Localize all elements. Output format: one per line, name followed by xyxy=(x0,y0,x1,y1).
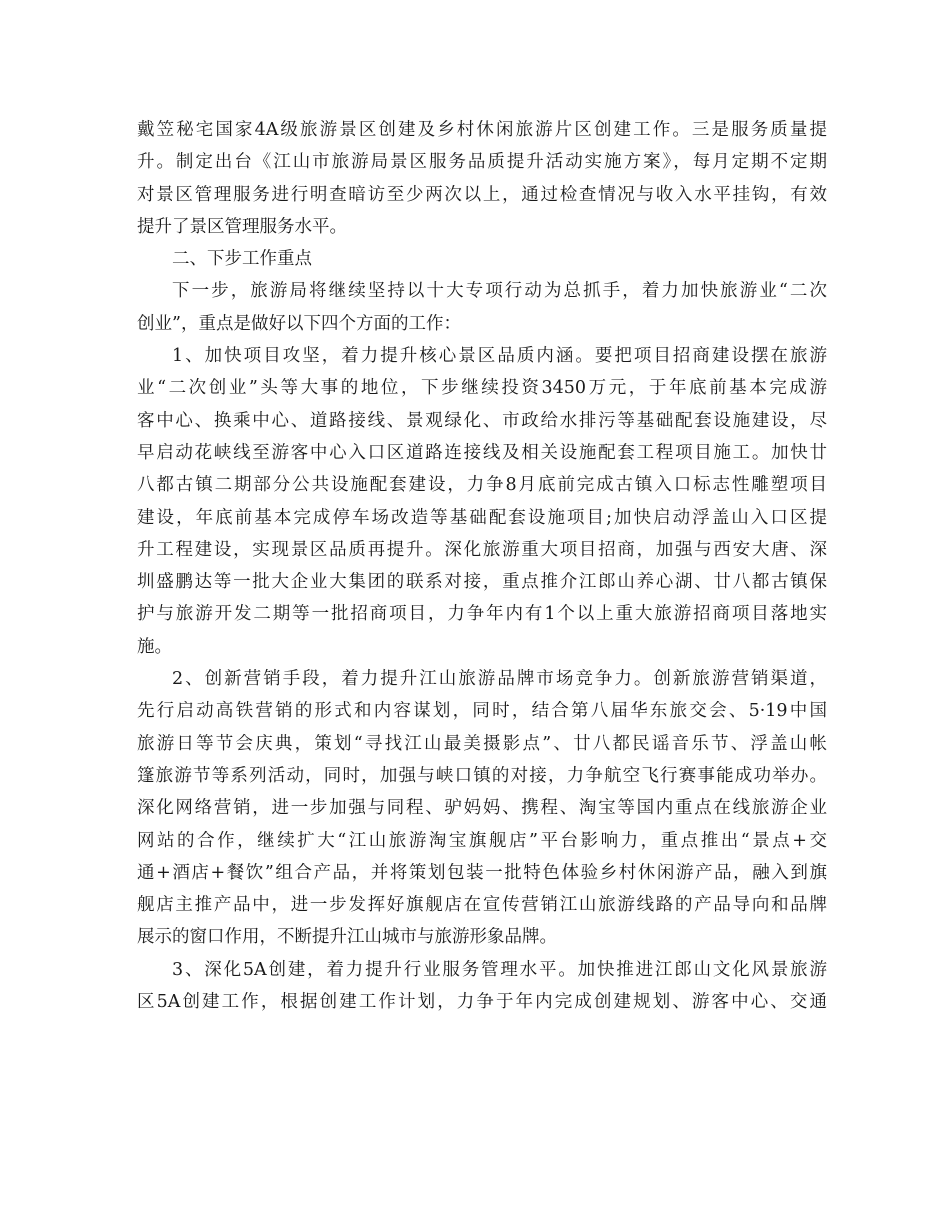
text-line: 展示的窗口作用，不断提升江山城市与旅游形象品牌。 xyxy=(137,927,557,948)
text-line: 深化网络营销，进一步加强与同程、驴妈妈、携程、淘宝等国内重点在线旅游企业 xyxy=(137,798,827,819)
text-line: 3、深化5A创建，着力提升行业服务管理水平。加快推进江郎山文化风景旅游 xyxy=(172,959,827,980)
text-line: 创业”，重点是做好以下四个方面的工作： xyxy=(137,313,461,334)
text-line: 提升了景区管理服务水平。 xyxy=(137,216,347,237)
text-line: 旅游日等节会庆典，策划“寻找江山最美摄影点”、廿八都民谣音乐节、浮盖山帐 xyxy=(137,733,827,754)
text-line: 通+酒店+餐饮”组合产品，并将策划包装一批特色体验乡村休闲游产品，融入到旗 xyxy=(137,862,827,883)
text-line: 区5A创建工作，根据创建工作计划，力争于年内完成创建规划、游客中心、交通 xyxy=(137,992,827,1013)
document-body xyxy=(137,114,827,1018)
text-line: 网站的合作，继续扩大“江山旅游淘宝旗舰店”平台影响力，重点推出“景点+交 xyxy=(137,830,827,851)
text-line: 对景区管理服务进行明查暗访至少两次以上，通过检查情况与收入水平挂钩，有效 xyxy=(137,184,827,205)
text-line: 舰店主推产品中，进一步发挥好旗舰店在宣传营销江山旅游线路的产品导向和品牌 xyxy=(137,895,827,916)
text-line: 客中心、换乘中心、道路接线、景观绿化、市政给水排污等基础配套设施建设，尽 xyxy=(137,410,827,431)
text-line: 建设，年底前基本完成停车场改造等基础配套设施项目;加快启动浮盖山入口区提 xyxy=(137,507,827,528)
text-line: 篷旅游节等系列活动，同时，加强与峡口镇的对接，力争航空飞行赛事能成功举办。 xyxy=(137,765,827,786)
text-line: 1、加快项目攻坚，着力提升核心景区品质内涵。要把项目招商建设摆在旅游 xyxy=(172,346,827,367)
text-line: 先行启动高铁营销的形式和内容谋划，同时，结合第八届华东旅交会、5·19中国 xyxy=(137,701,827,722)
text-line: 早启动花峡线至游客中心入口区道路连接线及相关设施配套工程项目施工。加快廿 xyxy=(137,442,827,463)
text-line: 业“二次创业”头等大事的地位，下步继续投资3450万元，于年底前基本完成游 xyxy=(137,378,827,399)
text-line: 2、创新营销手段，着力提升江山旅游品牌市场竞争力。创新旅游营销渠道， xyxy=(172,669,827,690)
text-line: 圳盛鹏达等一批大企业大集团的联系对接，重点推介江郎山养心湖、廿八都古镇保 xyxy=(137,572,827,593)
text-line: 升工程建设，实现景区品质再提升。深化旅游重大项目招商，加强与西安大唐、深 xyxy=(137,539,827,560)
text-line: 施。 xyxy=(137,636,172,657)
text-line: 八都古镇二期部分公共设施配套建设，力争8月底前完成古镇入口标志性雕塑项目 xyxy=(137,475,827,496)
text-line: 护与旅游开发二期等一批招商项目，力争年内有1个以上重大旅游招商项目落地实 xyxy=(137,604,827,625)
section-heading: 二、下步工作重点 xyxy=(172,249,312,270)
text-line: 升。制定出台《江山市旅游局景区服务品质提升活动实施方案》，每月定期不定期 xyxy=(137,152,827,173)
text-line: 戴笠秘宅国家4A级旅游景区创建及乡村休闲旅游片区创建工作。三是服务质量提 xyxy=(137,120,827,140)
text-line: 下一步，旅游局将继续坚持以十大专项行动为总抓手，着力加快旅游业“二次 xyxy=(172,281,827,302)
